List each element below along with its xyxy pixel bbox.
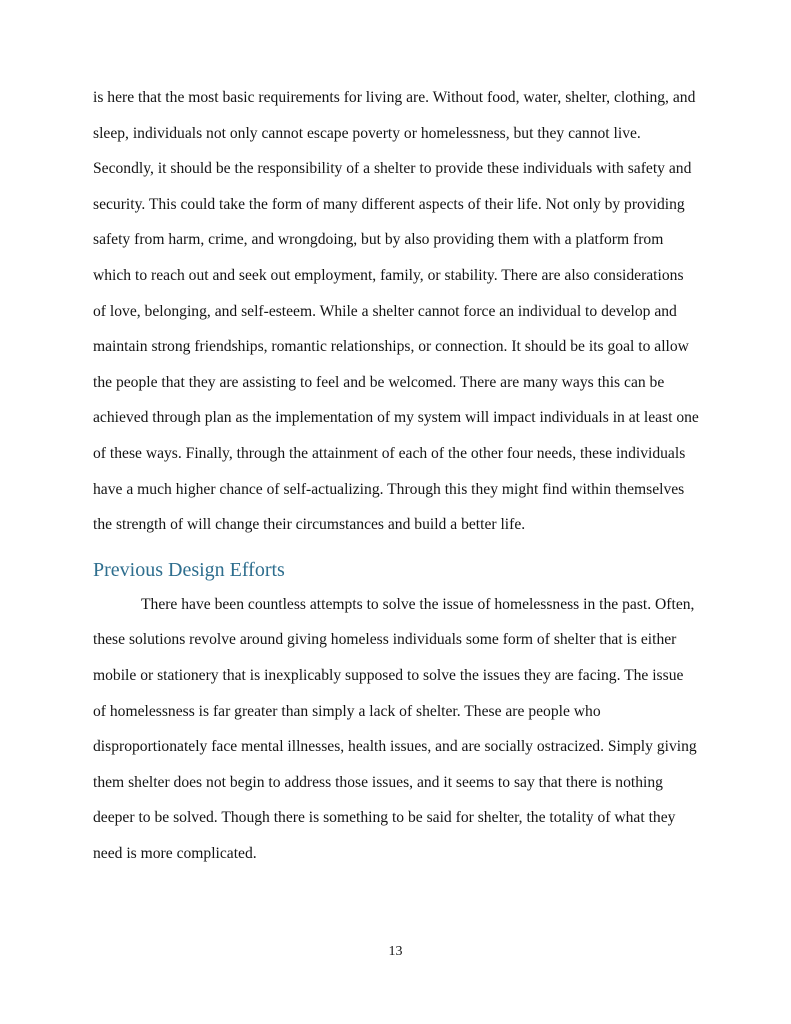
section-paragraph: There have been countless attempts to solve the issue of homelessness in the past. Often, these solutions revolve around giving homeless individuals some form of shelter that is either mobile or stationery that is inexplicably supposed to solve the issues they are facing. The issue of homelessness is far greater than simply a lack of shelter. These are people who disproportionately face mental illnesses, health issues, and are socially ostracized. Simply giving them shelter does not begin to address those issues, and it seems to say that there is nothing deeper to be solved. Though there is something to be said for shelter, the totality of what they need is more complicated. — [93, 595, 697, 862]
section-heading: Previous Design Efforts — [93, 558, 285, 581]
page-number: 13 — [388, 944, 403, 959]
paragraph-continuation: is here that the most basic requirements for living are. Without food, water, shelter, clothing, and sleep, individuals not only cannot escape poverty or homelessness, but they cannot live. Secondly, it should be the responsibility of a shelter to provide these individuals with safety and security. This could take the form of many different aspects of their life. Not only by providing safety from harm, crime, and wrongdoing, but by also providing them with a platform from which to reach out and seek out employment, family, or stability. There are also considerations of love, belonging, and self-esteem. While a shelter cannot force an individual to develop and maintain strong friendships, romantic relationships, or connection. It should be its goal to allow the people that they are assisting to feel and be welcomed. There are many ways this can be achieved through plan as the implementation of my system will impact individuals in at least one of these ways. Finally, through the attainment of each of the other four needs, these individuals have a much higher chance of self-actualizing. Through this they might find within themselves the strength of will change their circumstances and build a better life. — [93, 89, 699, 534]
